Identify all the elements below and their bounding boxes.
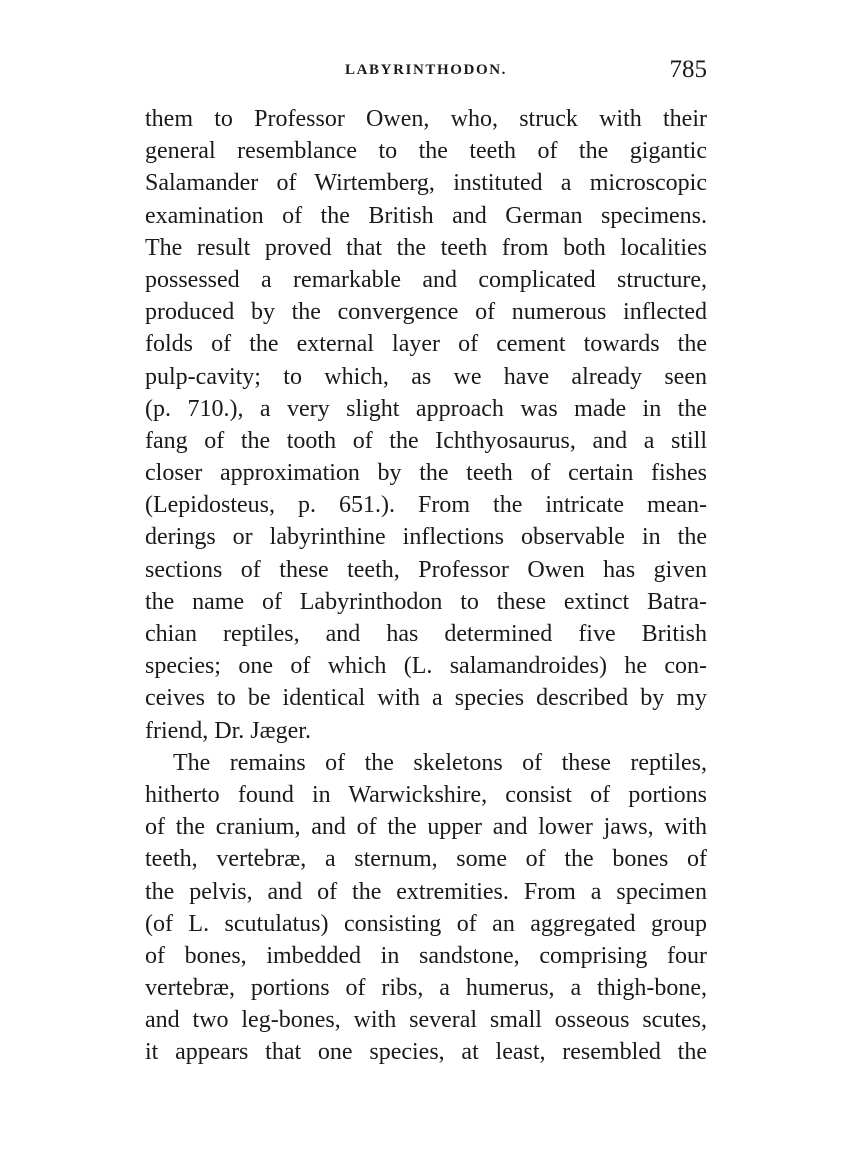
text-line: Salamander of Wirtemberg, instituted a microscopic <box>145 170 707 197</box>
text-line: pulp-cavity; to which, as we have already seen <box>145 363 707 390</box>
text-line: possessed a remarkable and complicated structure, <box>145 266 707 293</box>
text-line: species; one of which (L. salamandroides) he con- <box>145 653 707 680</box>
text-line: friend, Dr. Jæger. <box>145 717 311 744</box>
text-line: (of L. scutulatus) consisting of an aggregated group <box>145 910 707 937</box>
text-line: the name of Labyrinthodon to these extinct Batra- <box>145 588 707 615</box>
text-line: the pelvis, and of the extremities. From a specimen <box>145 878 707 905</box>
text-line: hitherto found in Warwickshire, consist of portions <box>145 781 707 808</box>
text-line: sections of these teeth, Professor Owen has given <box>145 556 707 583</box>
page-number: 785 <box>669 56 707 83</box>
text-line: produced by the convergence of numerous inflected <box>145 299 707 326</box>
text-line: folds of the external layer of cement towards the <box>145 331 707 358</box>
running-title: LABYRINTHODON. <box>345 62 507 78</box>
text-line: of the cranium, and of the upper and lower jaws, with <box>145 814 707 841</box>
text-line: (p. 710.), a very slight approach was made in the <box>145 395 707 422</box>
text-line: general resemblance to the teeth of the gigantic <box>145 138 707 165</box>
text-line: fang of the tooth of the Ichthyosaurus, and a still <box>145 427 707 454</box>
text-line: (Lepidosteus, p. 651.). From the intricate mean- <box>145 492 707 519</box>
text-line: them to Professor Owen, who, struck with their <box>145 106 707 132</box>
text-line: closer approximation by the teeth of certain fishes <box>145 460 707 487</box>
text-line: derings or labyrinthine inflections observable in the <box>145 524 707 551</box>
body-text <box>145 103 707 1069</box>
text-line: teeth, vertebræ, a sternum, some of the bones of <box>145 846 707 873</box>
page-header <box>145 56 707 92</box>
text-line: vertebræ, portions of ribs, a humerus, a thigh-bone, <box>145 975 707 1002</box>
text-line: The result proved that the teeth from both localities <box>145 234 707 261</box>
text-line: examination of the British and German specimens. <box>145 202 707 229</box>
text-line: chian reptiles, and has determined five British <box>145 621 707 647</box>
text-line: ceives to be identical with a species described by my <box>145 685 707 712</box>
text-line: The remains of the skeletons of these reptiles, <box>173 749 707 776</box>
text-line: of bones, imbedded in sandstone, comprising four <box>145 942 707 969</box>
text-line: and two leg-bones, with several small osseous scutes, <box>145 1007 707 1034</box>
text-line: it appears that one species, at least, resembled the <box>145 1039 707 1066</box>
